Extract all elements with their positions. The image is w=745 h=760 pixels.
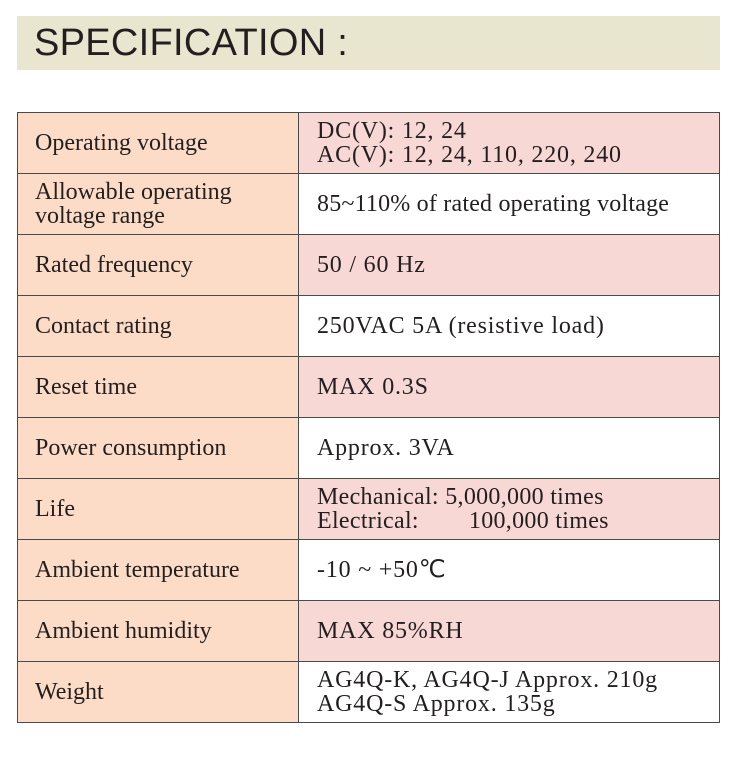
row-value: 250VAC 5A (resistive load) [299, 296, 720, 357]
table-row-ambient-humidity [18, 601, 720, 662]
row-label: Ambient humidity [18, 601, 299, 662]
table-row-allowable-voltage-range [18, 174, 720, 235]
value-line: AG4Q-S Approx. 135g [317, 691, 556, 717]
row-value: -10 ~ +50℃ [299, 540, 720, 601]
row-value [299, 113, 720, 174]
table-row-reset-time [18, 357, 720, 418]
table-row-weight [18, 662, 720, 723]
table-row-power-consumption [18, 418, 720, 479]
row-value: 50 / 60 Hz [299, 235, 720, 296]
row-label: Rated frequency [18, 235, 299, 296]
label-line: voltage range [35, 203, 165, 229]
row-label: Life [18, 479, 299, 540]
table-row-contact-rating [18, 296, 720, 357]
row-label: Weight [18, 662, 299, 723]
table-row-life [18, 479, 720, 540]
life-mechanical-value: 5,000,000 times [445, 484, 604, 510]
row-label [18, 174, 299, 235]
row-label: Power consumption [18, 418, 299, 479]
row-value: MAX 85%RH [299, 601, 720, 662]
row-value: 85~110% of rated operating voltage [299, 174, 720, 235]
row-label: Operating voltage [18, 113, 299, 174]
row-label: Contact rating [18, 296, 299, 357]
table-row-operating-voltage [18, 113, 720, 174]
label-line: Allowable operating [35, 179, 232, 205]
title-bar [17, 16, 720, 70]
row-label: Reset time [18, 357, 299, 418]
life-mechanical [317, 485, 719, 509]
value-line: DC(V): 12, 24 [317, 118, 467, 144]
life-mechanical-label: Mechanical: [317, 484, 439, 510]
life-electrical-value: 100,000 times [468, 508, 609, 534]
specification-table [17, 112, 720, 723]
page-title: SPECIFICATION : [34, 22, 349, 64]
value-line: AG4Q-K, AG4Q-J Approx. 210g [317, 667, 658, 693]
row-label: Ambient temperature [18, 540, 299, 601]
life-electrical [317, 509, 719, 533]
table-row-ambient-temperature [18, 540, 720, 601]
table-row-rated-frequency [18, 235, 720, 296]
value-line: AC(V): 12, 24, 110, 220, 240 [317, 142, 622, 168]
row-value [299, 479, 720, 540]
row-value: MAX 0.3S [299, 357, 720, 418]
row-value: Approx. 3VA [299, 418, 720, 479]
row-value [299, 662, 720, 723]
life-electrical-label: Electrical: [317, 508, 419, 534]
